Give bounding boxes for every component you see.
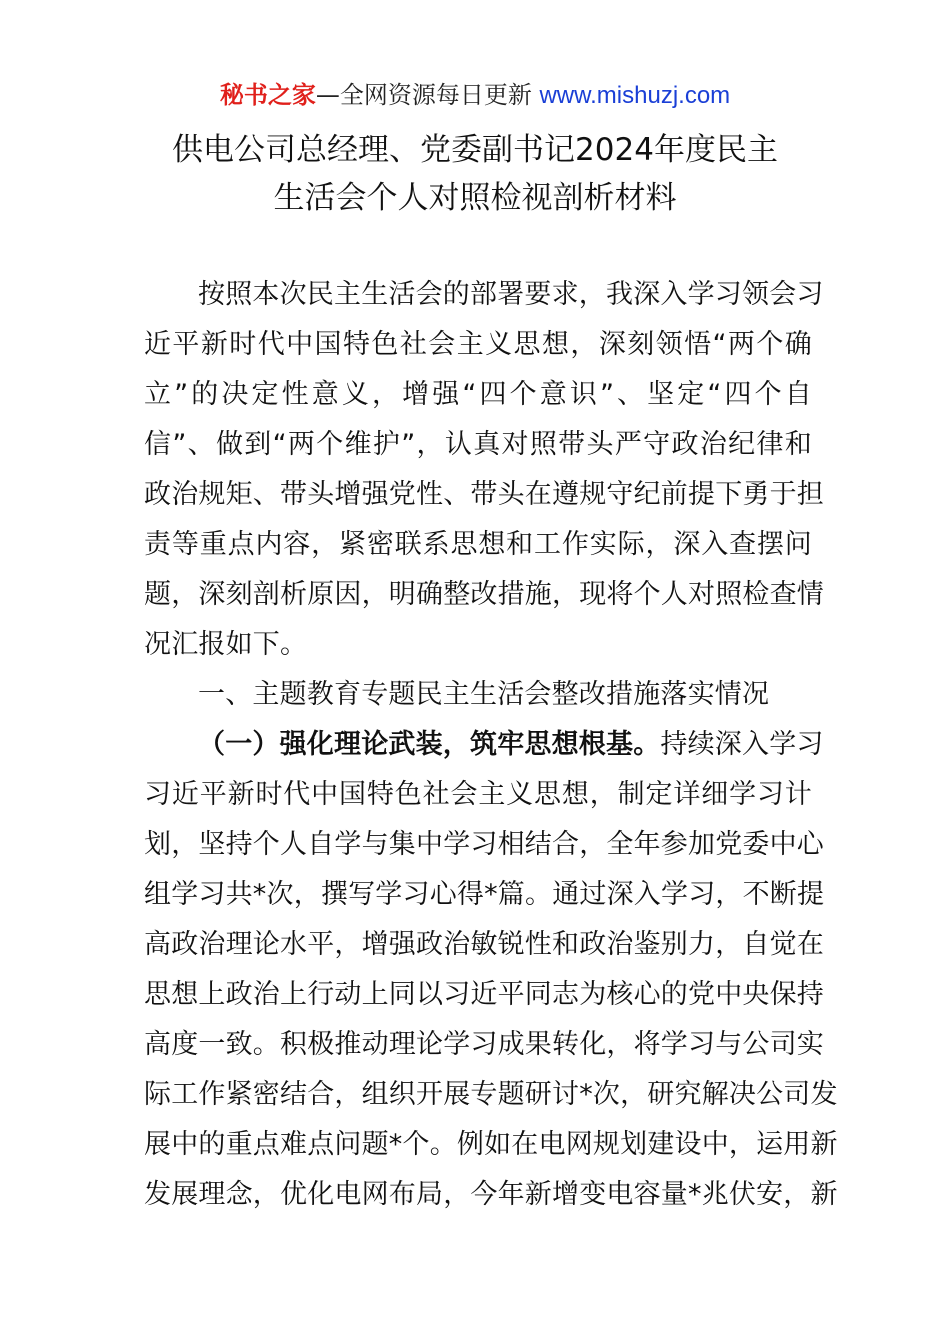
paragraph-line: 题，深刻剖析原因，明确整改措施，现将个人对照检查情 <box>144 579 824 610</box>
paragraph-line: 政治规矩、带头增强党性、带头在遵规守纪前提下勇于担 <box>144 479 824 510</box>
paragraph-line: 划，坚持个人自学与集中学习相结合，全年参加党委中心 <box>144 829 824 860</box>
paragraph-line: 习近平新时代中国特色社会主义思想，制定详细学习计 <box>144 779 812 810</box>
document-title <box>0 126 950 222</box>
subsection-first-line <box>144 720 824 770</box>
title-line-2: 生活会个人对照检视剖析材料 <box>273 180 677 216</box>
watermark-header <box>0 78 950 113</box>
paragraph-line: 信”、做到“两个维护”，认真对照带头严守政治纪律和 <box>144 429 812 460</box>
header-url[interactable]: www.mishuzj.com <box>539 82 731 109</box>
paragraph-line: 责等重点内容，紧密联系思想和工作实际，深入查摆问 <box>144 529 812 560</box>
paragraph-line: 组学习共*次，撰写学习心得*篇。通过深入学习，不断提 <box>144 879 825 910</box>
paragraph-line: 按照本次民主生活会的部署要求，我深入学习领会习 <box>198 279 824 310</box>
paragraph-line: 思想上政治上行动上同以习近平同志为核心的党中央保持 <box>144 979 824 1010</box>
section-heading: 一、主题教育专题民主生活会整改措施落实情况 <box>198 679 770 710</box>
paragraph-line: 高政治理论水平，增强政治敏锐性和政治鉴别力，自觉在 <box>144 929 824 960</box>
document-body <box>144 270 838 1220</box>
paragraph-line: 展中的重点难点问题*个。例如在电网规划建设中，运用新 <box>144 1129 838 1160</box>
header-tagline: —全网资源每日更新 <box>315 81 540 109</box>
paragraph-line: 高度一致。积极推动理论学习成果转化，将学习与公司实 <box>144 1029 824 1060</box>
paragraph-line: 近平新时代中国特色社会主义思想，深刻领悟“两个确 <box>144 329 812 360</box>
title-line-1: 供电公司总经理、党委副书记2024年度民主 <box>172 132 778 168</box>
paragraph-line: 发展理念，优化电网布局，今年新增变电容量*兆伏安，新 <box>144 1179 838 1210</box>
paragraph-line: 立”的决定性意义，增强“四个意识”、坚定“四个自 <box>144 379 812 410</box>
paragraph-line: 际工作紧密结合，组织开展专题研讨*次，研究解决公司发 <box>144 1079 838 1110</box>
brand-name: 秘书之家 <box>219 81 316 109</box>
subsection-bold-lead: （一）强化理论武装，筑牢思想根基。 <box>198 729 661 760</box>
paragraph-line: 况汇报如下。 <box>144 629 308 660</box>
subsection-first-line-rest: 持续深入学习 <box>660 729 824 760</box>
